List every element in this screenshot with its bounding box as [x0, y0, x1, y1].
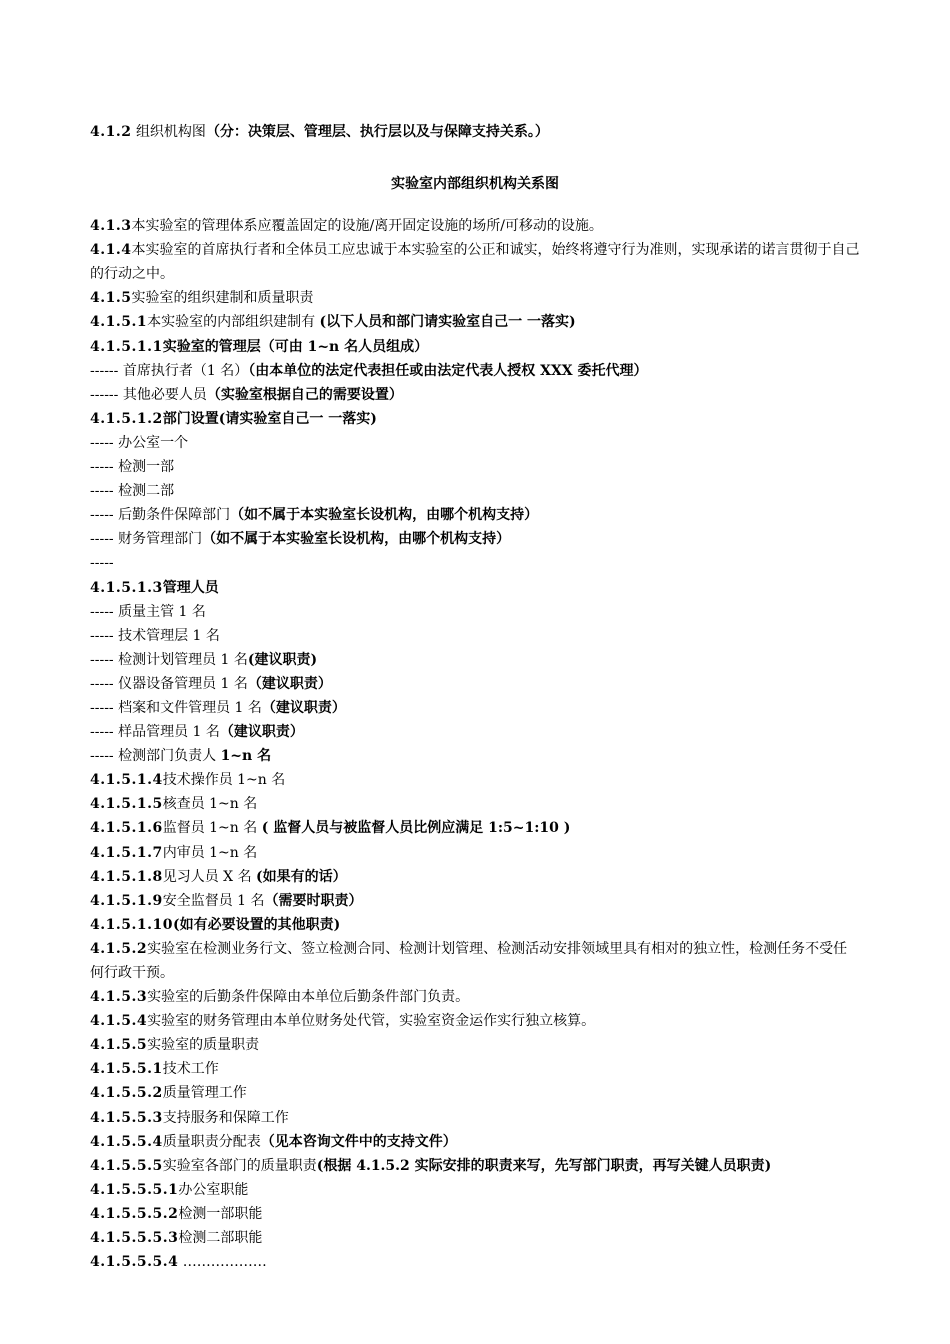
clause-text: ----- 质量主管 1 名: [90, 603, 206, 620]
paragraph-line: [90, 576, 860, 600]
clause-text: ----- 财务管理部门: [90, 531, 203, 548]
paragraph-line: [90, 913, 860, 937]
clause-text: ----- 技术管理层 1 名: [90, 627, 220, 644]
section-number: 4.1.2: [90, 124, 132, 140]
clause-bold-note: (如果有的话）: [256, 868, 347, 885]
clause-text: 内审员 1~n 名: [162, 844, 258, 861]
clause-text: 技术操作员 1~n 名: [162, 772, 286, 789]
clause-text: 质量管理工作: [162, 1085, 247, 1102]
clause-text: 本实验室的首席执行者和全体员工应忠诚于本实验室的公正和诚实，始终将遵守行为准则，实现承诺的诺言贯彻于自己的行动之中。: [90, 242, 860, 283]
clause-text: 办公室职能: [178, 1181, 249, 1198]
clause-text: 实验室各部门的质量职责: [162, 1157, 317, 1174]
clause-number: 4.1.5: [90, 290, 132, 307]
paragraph-line: [90, 503, 860, 527]
clause-number: 4.1.5.1.2: [90, 410, 163, 427]
clause-bold-note: （如不属于本实验室长设机构，由哪个机构支持）: [202, 531, 511, 548]
paragraph-line: [90, 624, 860, 648]
clause-text: ----- 检测计划管理员 1 名: [90, 651, 248, 668]
clause-text: 实验室的财务管理由本单位财务处代管，实验室资金运作实行独立核算。: [147, 1013, 596, 1030]
clause-text: 支持服务和保障工作: [162, 1109, 289, 1126]
clause-number: 4.1.5.1: [90, 314, 148, 331]
paragraph-line: [90, 383, 860, 407]
clause-bold-note: （如不属于本实验室长设机构，由哪个机构支持）: [230, 507, 539, 524]
document-page: [90, 120, 860, 1274]
clause-number: 4.1.5.5.5.4: [90, 1254, 179, 1271]
paragraph-line: [90, 672, 860, 696]
clause-text: 实验室的后勤条件保障由本单位后勤条件部门负责。: [147, 989, 470, 1006]
clause-text: 安全监督员 1 名: [162, 892, 265, 909]
clause-number: 4.1.5.5.2: [90, 1085, 163, 1102]
clause-bold-note: 管理人员: [162, 579, 219, 596]
paragraph-line: [90, 1033, 860, 1057]
paragraph-line: [90, 600, 860, 624]
clause-bold-note: （由本单位的法定代表担任或由法定代表人授权 XXX 委托代理）: [248, 362, 648, 379]
paragraph-line: [90, 1009, 860, 1033]
clause-bold-note: (如有必要设置的其他职责): [172, 916, 341, 933]
clause-text: 本实验室的内部组织建制有: [147, 314, 320, 331]
paragraph-line: [90, 937, 860, 985]
clause-text: ----- 样品管理员 1 名: [90, 724, 220, 741]
paragraph-line: [90, 214, 860, 238]
clause-text: 质量职责分配表: [162, 1133, 261, 1150]
paragraph-line: [90, 816, 860, 840]
paragraph-line: [90, 696, 860, 720]
clause-text: 检测一部职能: [178, 1205, 263, 1222]
clause-number: 4.1.5.4: [90, 1013, 148, 1030]
paragraph-line: [90, 720, 860, 744]
clause-text: 实验室的组织建制和质量职责: [131, 290, 314, 307]
clause-bold-note: （建议职责）: [219, 724, 304, 741]
clause-text: 实验室在检测业务行文、签立检测合同、检测计划管理、检测活动安排领域里具有相对的独立性，检测任务不受任何行政干预。: [90, 940, 848, 981]
paragraph-line: [90, 455, 860, 479]
clause-text: 监督员 1~n 名: [162, 820, 262, 837]
paragraph-line: [90, 865, 860, 889]
clause-text: ----- 检测二部: [90, 483, 175, 500]
clause-bold-note: 实验室的管理层（可由 1~n 名人员组成）: [162, 338, 429, 355]
paragraph-line: [90, 1130, 860, 1154]
clause-text: 检测二部职能: [178, 1230, 263, 1247]
paragraph-line: [90, 1202, 860, 1226]
clause-bold-note: (以下人员和部门请实验室自己一 一落实): [319, 314, 576, 331]
clause-number: 4.1.4: [90, 242, 132, 259]
paragraph-line: [90, 1154, 860, 1178]
clause-number: 4.1.5.1.4: [90, 772, 163, 789]
clause-bold-note: （实验室根据自己的需要设置）: [206, 386, 403, 403]
paragraph-line: [90, 768, 860, 792]
paragraph-line: [90, 1226, 860, 1250]
paragraph-line: [90, 792, 860, 816]
clause-bold-note: 1~n 名: [220, 748, 272, 765]
clause-bold-note: （建议职责）: [261, 699, 346, 716]
paragraph-line: [90, 1250, 860, 1274]
clause-bold-note: （需要时职责）: [264, 892, 363, 909]
document-body: [90, 214, 860, 1274]
clause-number: 4.1.5.1.7: [90, 844, 163, 861]
clause-number: 4.1.5.1.5: [90, 796, 163, 813]
paragraph-line: [90, 310, 860, 334]
paragraph-line: [90, 744, 860, 768]
clause-number: 4.1.5.5.5.3: [90, 1230, 179, 1247]
clause-number: 4.1.5.5.5: [90, 1157, 163, 1174]
paragraph-line: [90, 648, 860, 672]
clause-number: 4.1.5.1.1: [90, 338, 163, 355]
clause-text: ----- 后勤条件保障部门: [90, 507, 231, 524]
clause-number: 4.1.5.5.5.2: [90, 1205, 179, 1222]
clause-bold-note: 部门设置(请实验室自己一 一落实): [162, 410, 377, 427]
clause-text: ………………: [178, 1254, 267, 1271]
paragraph-line: [90, 286, 860, 310]
section-heading: [90, 120, 860, 144]
clause-text: ----- 仪器设备管理员 1 名: [90, 675, 248, 692]
clause-number: 4.1.5.3: [90, 989, 148, 1006]
clause-bold-note: (根据 4.1.5.2 实际安排的职责来写，先写部门职责，再写关键人员职责): [316, 1157, 772, 1174]
clause-text: -----: [90, 555, 114, 572]
clause-text: ----- 办公室一个: [90, 434, 189, 451]
section-text: 组织机构图: [135, 124, 206, 140]
clause-number: 4.1.5.5.3: [90, 1109, 163, 1126]
clause-number: 4.1.5.1.8: [90, 868, 163, 885]
clause-number: 4.1.5.5.5.1: [90, 1181, 179, 1198]
paragraph-line: [90, 985, 860, 1009]
clause-bold-note: （见本咨询文件中的支持文件）: [260, 1133, 457, 1150]
clause-number: 4.1.5.5.1: [90, 1061, 163, 1078]
paragraph-line: [90, 407, 860, 431]
clause-number: 4.1.5.5: [90, 1037, 148, 1054]
clause-bold-note: ( 监督人员与被监督人员比例应满足 1:5~1:10 ): [261, 820, 571, 837]
clause-number: 4.1.5.1.3: [90, 579, 163, 596]
paragraph-line: [90, 238, 860, 286]
clause-number: 4.1.5.1.10: [90, 916, 173, 933]
clause-number: 4.1.5.1.6: [90, 820, 163, 837]
paragraph-line: [90, 1057, 860, 1081]
clause-number: 4.1.3: [90, 218, 132, 235]
clause-bold-note: （建议职责）: [247, 675, 332, 692]
clause-bold-note: (建议职责): [247, 651, 318, 668]
clause-text: 本实验室的管理体系应覆盖固定的设施/离开固定设施的场所/可移动的设施。: [131, 218, 603, 235]
paragraph-line: [90, 1178, 860, 1202]
clause-text: ----- 档案和文件管理员 1 名: [90, 699, 262, 716]
paragraph-line: [90, 479, 860, 503]
paragraph-line: [90, 335, 860, 359]
clause-number: 4.1.5.5.4: [90, 1133, 163, 1150]
clause-number: 4.1.5.2: [90, 940, 148, 957]
clause-text: ----- 检测一部: [90, 459, 175, 476]
clause-text: ------ 首席执行者（1 名）: [90, 362, 249, 379]
clause-number: 4.1.5.1.9: [90, 892, 163, 909]
clause-text: 核查员 1~n 名: [162, 796, 258, 813]
paragraph-line: [90, 527, 860, 551]
clause-text: 见习人员 X 名: [162, 868, 257, 885]
paragraph-line: [90, 431, 860, 455]
clause-text: ------ 其他必要人员: [90, 386, 207, 403]
paragraph-line: [90, 889, 860, 913]
paragraph-line: [90, 841, 860, 865]
paragraph-line: [90, 1081, 860, 1105]
clause-text: ----- 检测部门负责人: [90, 748, 221, 765]
diagram-title: 实验室内部组织机构关系图: [391, 176, 559, 193]
section-bold-text: （分：决策层、管理层、执行层以及与保障支持关系。）: [205, 124, 549, 140]
clause-text: 技术工作: [162, 1061, 219, 1078]
paragraph-line: [90, 551, 860, 575]
paragraph-line: [90, 359, 860, 383]
clause-text: 实验室的质量职责: [147, 1037, 260, 1054]
paragraph-line: [90, 1106, 860, 1130]
